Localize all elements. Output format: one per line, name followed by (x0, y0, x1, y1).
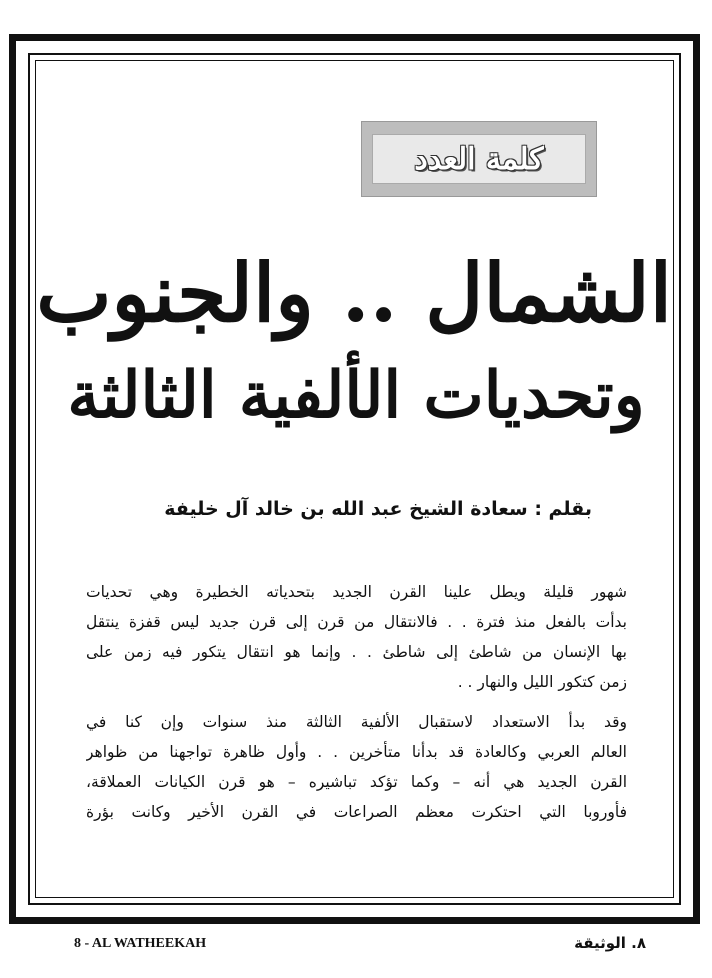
body-line: وقد بدأ الاستعداد لاستقبال الألفية الثالثة منذ سنوات وإن كنا في (86, 713, 627, 731)
headline-line-2: وتحديات الألفية الثالثة (67, 358, 645, 433)
body-line: شهور قليلة ويطل علينا القرن الجديد بتحدياته الخطيرة وهي تحديات (86, 583, 627, 601)
body-line: بها الإنسان من شاطئ إلى شاطئ . . وإنما هو انتقال يتكور فيه زمن على (86, 643, 627, 661)
footer-page-label-english: 8 - AL WATHEEKAH (74, 936, 207, 951)
section-badge-inner (372, 134, 586, 184)
body-line: بدأت بالفعل منذ فترة . . فالانتقال من قرن إلى قرن جديد ليس قفزة ينتقل (86, 613, 627, 631)
section-badge-text: كلمة العدد (414, 141, 544, 177)
headline-line-1: الشمال .. والجنوب (36, 246, 672, 340)
body-line: العالم العربي وكالعادة قد بدأنا متأخرين . . وأول ظاهرة تواجهنا من ظواهر (86, 743, 627, 761)
article-body (86, 577, 627, 827)
body-line: زمن كتكور الليل والنهار . . (457, 673, 627, 691)
author-byline: بقلم : سعادة الشيخ عبد الله بن خالد آل خليفة (164, 498, 592, 520)
body-line: فأوروبا التي احتكرت معظم الصراعات في القرن الأخير وكانت بؤرة (86, 803, 627, 821)
body-line: القرن الجديد هي أنه – وكما تؤكد تباشيره – هو قرن الكيانات العملاقة، (86, 773, 627, 791)
footer-page-label-arabic: ٨. الوثيقة (574, 934, 646, 952)
paragraph-gap (86, 697, 627, 707)
section-badge (361, 121, 597, 197)
